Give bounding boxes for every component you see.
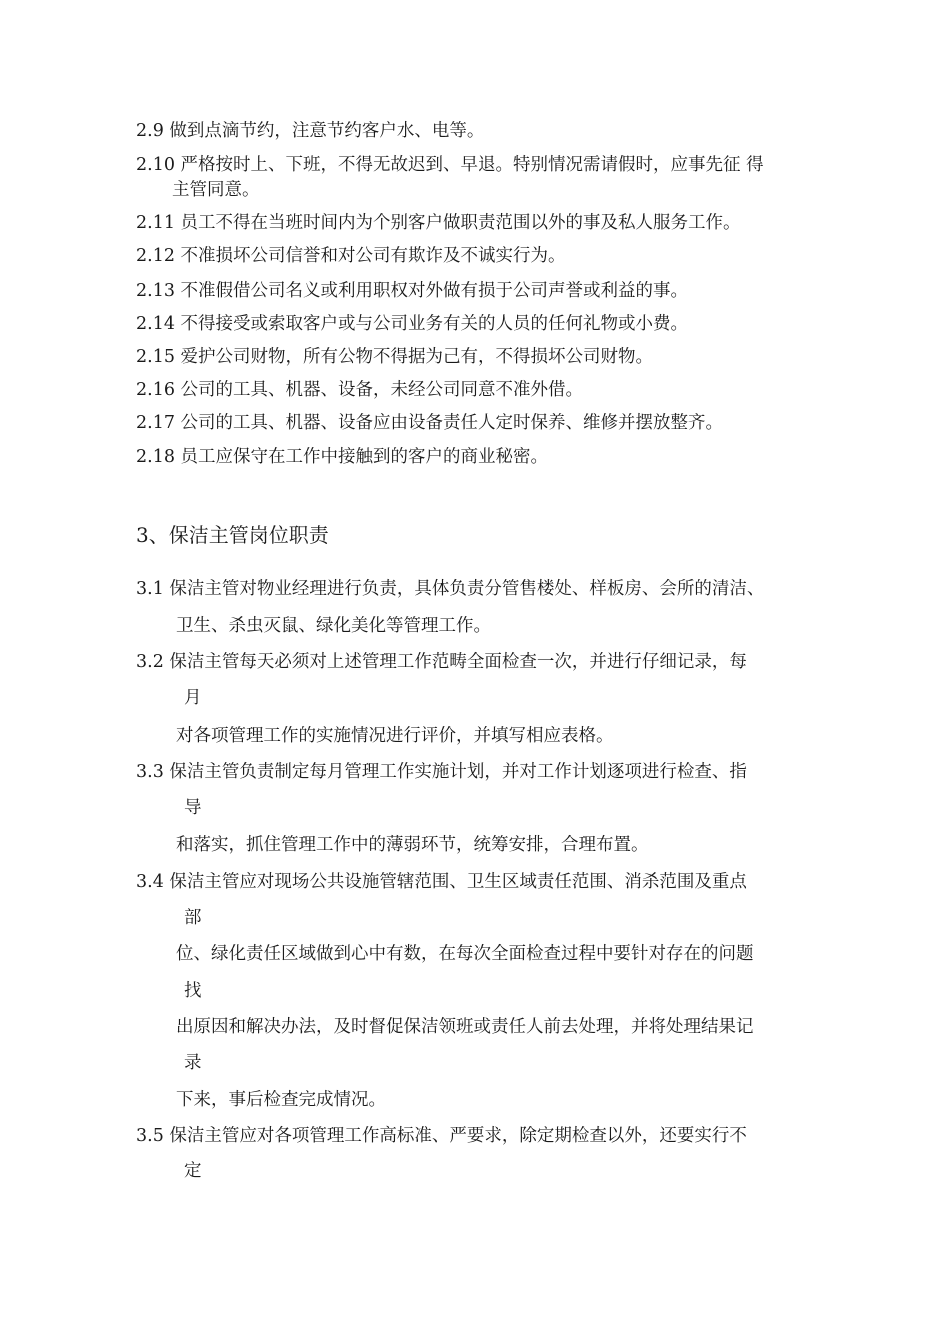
- item-line: 2.9 做到点滴节约，注意节约客户水、电等。: [136, 121, 485, 141]
- item-line: 出原因和解决办法，及时督促保洁领班或责任人前去处理，并将处理结果记: [176, 1017, 754, 1037]
- item-line: 导: [184, 798, 202, 818]
- item-line: 2.18 员工应保守在工作中接触到的客户的商业秘密。: [136, 447, 549, 467]
- item-line: 位、绿化责任区域做到心中有数，在每次全面检查过程中要针对存在的问题: [176, 944, 754, 964]
- item-line: 2.12 不准损坏公司信誉和对公司有欺诈及不诚实行为。: [136, 246, 566, 266]
- item-line: 3.3 保洁主管负责制定每月管理工作实施计划，并对工作计划逐项进行检查、指: [136, 762, 747, 782]
- item-line: 和落实，抓住管理工作中的薄弱环节，统筹安排，合理布置。: [176, 835, 649, 855]
- item-line: 2.14 不得接受或索取客户或与公司业务有关的人员的任何礼物或小费。: [136, 314, 689, 334]
- item-line: 2.10 严格按时上、下班，不得无故迟到、早退。特别情况需请假时，应事先征 得: [136, 155, 764, 175]
- item-line: 3.2 保洁主管每天必须对上述管理工作范畴全面检查一次，并进行仔细记录，每: [136, 652, 747, 672]
- item-line: 2.17 公司的工具、机器、设备应由设备责任人定时保养、维修并摆放整齐。: [136, 413, 724, 433]
- section-heading: 3、保洁主管岗位职责: [136, 523, 329, 547]
- item-line: 2.11 员工不得在当班时间内为个别客户做职责范围以外的事及私人服务工作。: [136, 213, 741, 233]
- item-line: 找: [184, 981, 202, 1001]
- item-line: 3.4 保洁主管应对现场公共设施管辖范围、卫生区域责任范围、消杀范围及重点: [136, 872, 747, 892]
- item-line: 2.16 公司的工具、机器、设备，未经公司同意不准外借。: [136, 380, 584, 400]
- item-line: 录: [184, 1053, 202, 1073]
- item-line: 卫生、杀虫灭鼠、绿化美化等管理工作。: [176, 616, 491, 636]
- item-line: 3.1 保洁主管对物业经理进行负责，具体负责分管售楼处、样板房、会所的清洁、: [136, 579, 765, 599]
- item-line: 下来，事后检查完成情况。: [176, 1090, 386, 1110]
- item-line: 主管同意。: [172, 180, 260, 200]
- item-line: 月: [184, 688, 202, 708]
- item-line: 3.5 保洁主管应对各项管理工作高标准、严要求，除定期检查以外，还要实行不: [136, 1126, 747, 1146]
- item-line: 对各项管理工作的实施情况进行评价，并填写相应表格。: [176, 726, 614, 746]
- item-line: 部: [184, 908, 202, 928]
- item-line: 定: [184, 1161, 202, 1181]
- item-line: 2.15 爱护公司财物，所有公物不得据为己有，不得损坏公司财物。: [136, 347, 654, 367]
- item-line: 2.13 不准假借公司名义或利用职权对外做有损于公司声誉或利益的事。: [136, 281, 689, 301]
